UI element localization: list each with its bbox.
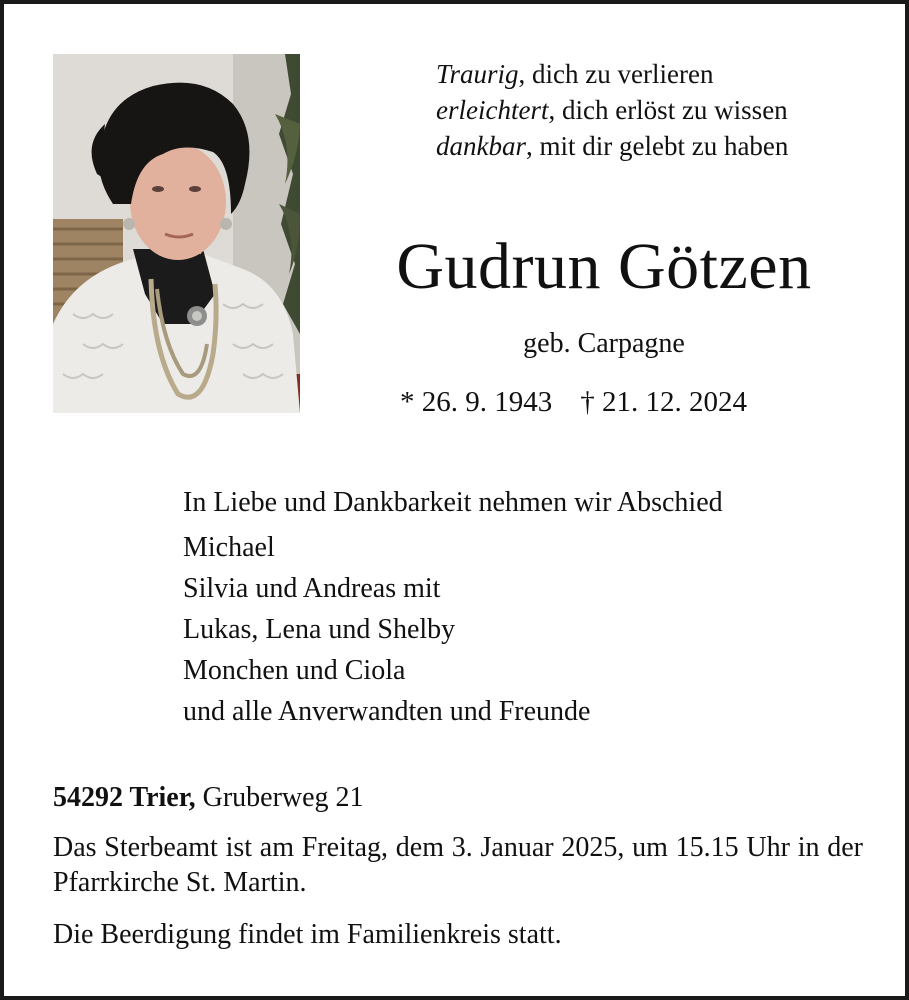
address-city: 54292 Trier, [53,782,196,813]
poem-line [436,92,788,128]
poem-emphasis: erleichtert [436,95,549,125]
mourner-line: Monchen und Ciola [183,655,406,686]
portrait-photo [53,54,300,413]
poem-line [436,56,788,92]
funeral-notice: Die Beerdigung findet im Familienkreis statt. [53,919,562,950]
mourner-line: Michael [183,532,275,563]
requiem-mass-notice: Das Sterbeamt ist am Freitag, dem 3. Januar 2025, um 15.15 Uhr in der Pfarrkirche St. Martin. [53,832,863,898]
poem-text: , dich erlöst zu wissen [548,95,788,125]
mourner-line: und alle Anverwandten und Freunde [183,696,591,727]
address-street: Gruberweg 21 [202,782,364,813]
poem-emphasis: Traurig [436,59,519,89]
deceased-name: Gudrun Götzen [396,230,812,303]
mourner-line: Lukas, Lena und Shelby [183,614,456,645]
farewell-intro: In Liebe und Dankbarkeit nehmen wir Abschied [183,487,723,518]
birth-date: * 26. 9. 1943 [400,386,553,418]
death-date: † 21. 12. 2024 [580,386,747,418]
life-dates [400,382,747,422]
mourners-block [183,482,723,732]
poem-emphasis: dankbar [436,131,526,161]
poem [436,56,788,164]
poem-line [436,128,788,164]
mourner-line: Silvia und Andreas mit [183,573,441,604]
poem-text: , dich zu verlieren [518,59,714,89]
poem-text: , mit dir gelebt zu haben [526,131,789,161]
maiden-name: geb. Carpagne [523,328,685,359]
family-address [53,779,364,817]
